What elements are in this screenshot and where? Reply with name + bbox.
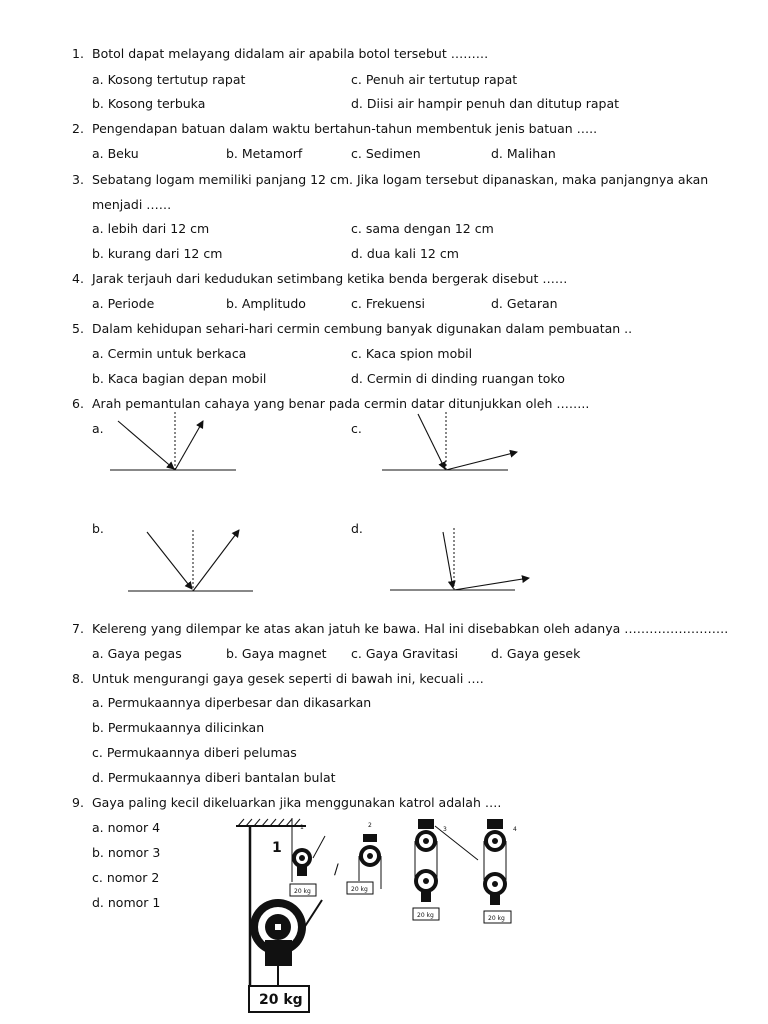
q5-option-a: a. Cermin untuk berkaca (92, 346, 247, 361)
q9-option-c: c. nomor 2 (92, 870, 160, 885)
q3-option-b: b. kurang dari 12 cm (92, 246, 223, 261)
q3-option-c: c. sama dengan 12 cm (351, 221, 494, 236)
q9-option-d: d. nomor 1 (92, 895, 161, 910)
small-pulley-number-3: 3 (443, 826, 447, 833)
q3-option-a: a. lebih dari 12 cm (92, 221, 210, 236)
q6-option-d: d. (351, 521, 363, 536)
q4-text: Jarak terjauh dari kedudukan setimbang ketika benda bergerak disebut …… (92, 271, 568, 286)
q8-option-a: a. Permukaannya diperbesar dan dikasarkan (92, 695, 372, 710)
q1-option-c: c. Penuh air tertutup rapat (351, 72, 518, 87)
q6-option-b: b. (92, 521, 104, 536)
q9-option-b: b. nomor 3 (92, 845, 161, 860)
q1-number: 1. (72, 46, 84, 61)
q6-option-a: a. (92, 421, 104, 436)
q9-number: 9. (72, 795, 84, 810)
q4-option-b: b. Amplitudo (226, 296, 306, 311)
q7-option-d: d. Gaya gesek (491, 646, 581, 661)
q8-option-b: b. Permukaannya dilicinkan (92, 720, 265, 735)
small-pulley-2 (347, 834, 381, 894)
q1-text: Botol dapat melayang didalam air apabila botol tersebut ……… (92, 46, 489, 61)
big-pulley-mass: 20 kg (259, 992, 303, 1008)
q1-option-d: d. Diisi air hampir penuh dan ditutup rapat (351, 96, 620, 111)
q8-text: Untuk mengurangi gaya gesek seperti di bawah ini, kecuali …. (92, 671, 484, 686)
big-pulley-number: 1 (272, 840, 282, 856)
small-pulley-mass-1: 20 kg (294, 888, 311, 895)
figure-separator: / (334, 862, 339, 878)
q5-option-b: b. Kaca bagian depan mobil (92, 371, 267, 386)
q7-option-c: c. Gaya Gravitasi (351, 646, 459, 661)
q2-option-a: a. Beku (92, 146, 139, 161)
q2-text: Pengendapan batuan dalam waktu bertahun-tahun membentuk jenis batuan ….. (92, 121, 598, 136)
q6-text: Arah pemantulan cahaya yang benar pada cermin datar ditunjukkan oleh …….. (92, 396, 590, 411)
q9-option-a: a. nomor 4 (92, 820, 161, 835)
q5-option-d: d. Cermin di dinding ruangan toko (351, 371, 565, 386)
q3-text-continued: menjadi …… (92, 197, 172, 212)
q7-text: Kelereng yang dilempar ke atas akan jatuh ke bawa. Hal ini disebabkan oleh adanya ……………………. (92, 621, 729, 636)
q1-option-b: b. Kosong terbuka (92, 96, 206, 111)
small-pulley-3 (413, 819, 478, 920)
q2-option-b: b. Metamorf (226, 146, 303, 161)
q6-option-c: c. (351, 421, 362, 436)
q4-number: 4. (72, 271, 84, 286)
q7-option-b: b. Gaya magnet (226, 646, 327, 661)
q8-number: 8. (72, 671, 84, 686)
small-pulley-1 (290, 818, 325, 896)
q9-text: Gaya paling kecil dikeluarkan jika menggunakan katrol adalah …. (92, 795, 502, 810)
q6-number: 6. (72, 396, 84, 411)
q8-option-d: d. Permukaannya diberi bantalan bulat (92, 770, 336, 785)
q5-option-c: c. Kaca spion mobil (351, 346, 473, 361)
q5-number: 5. (72, 321, 84, 336)
q2-number: 2. (72, 121, 84, 136)
q8-option-c: c. Permukaannya diberi pelumas (92, 745, 297, 760)
small-pulley-number-1: 1 (300, 824, 304, 831)
q5-text: Dalam kehidupan sehari-hari cermin cembung banyak digunakan dalam pembuatan .. (92, 321, 633, 336)
small-pulley-number-2: 2 (368, 822, 372, 829)
q2-option-c: c. Sedimen (351, 146, 421, 161)
small-pulley-4 (483, 819, 511, 923)
small-pulley-mass-4: 20 kg (488, 915, 505, 922)
small-pulley-number-4: 4 (513, 826, 517, 833)
q7-number: 7. (72, 621, 84, 636)
small-pulley-mass-3: 20 kg (417, 912, 434, 919)
small-pulley-mass-2: 20 kg (351, 886, 368, 893)
q3-option-d: d. dua kali 12 cm (351, 246, 459, 261)
ceiling-hatch (236, 819, 306, 826)
q4-option-c: c. Frekuensi (351, 296, 426, 311)
q3-number: 3. (72, 172, 84, 187)
q7-option-a: a. Gaya pegas (92, 646, 182, 661)
q2-option-d: d. Malihan (491, 146, 556, 161)
q4-option-d: d. Getaran (491, 296, 558, 311)
q1-option-a: a. Kosong tertutup rapat (92, 72, 246, 87)
q4-option-a: a. Periode (92, 296, 155, 311)
q3-text: Sebatang logam memiliki panjang 12 cm. Jika logam tersebut dipanaskan, maka panjangnya akan (92, 172, 709, 187)
